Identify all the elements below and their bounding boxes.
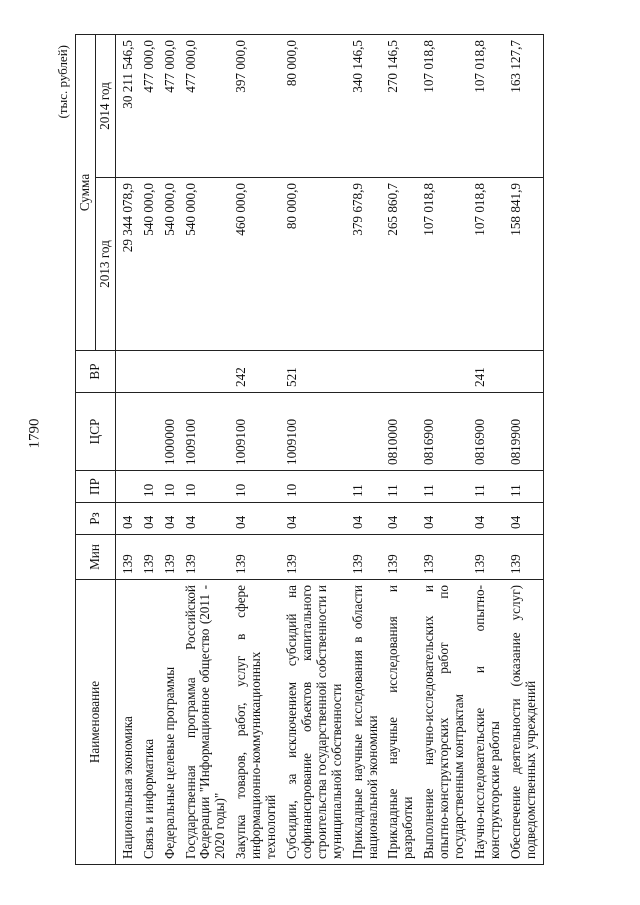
cell-pr: 10	[161, 471, 182, 503]
cell-pr: 11	[384, 471, 420, 503]
cell-vr	[384, 351, 420, 393]
header-rz: Рз	[76, 503, 116, 535]
header-name: Наименование	[76, 580, 116, 865]
cell-rz: 04	[471, 503, 507, 535]
cell-vr: 521	[283, 351, 349, 393]
cell-y2013: 29 344 078,9	[115, 178, 139, 351]
cell-name: Обеспечение деятельности (оказание услуг) подведомственных учреждений	[507, 580, 543, 865]
cell-pr: 10	[140, 471, 161, 503]
table-row	[384, 35, 420, 865]
cell-csr: 1009100	[232, 393, 283, 471]
table-row	[161, 35, 182, 865]
cell-csr	[140, 393, 161, 471]
table-row	[140, 35, 161, 865]
cell-y2013: 158 841,9	[507, 178, 543, 351]
cell-csr	[115, 393, 139, 471]
cell-name: Прикладные научные исследования в области национальной экономики	[349, 580, 385, 865]
cell-rz: 04	[420, 503, 471, 535]
cell-min: 139	[140, 535, 161, 580]
cell-pr: 10	[232, 471, 283, 503]
cell-y2014: 477 000,0	[140, 35, 161, 178]
table-row	[349, 35, 385, 865]
cell-pr: 10	[182, 471, 233, 503]
cell-min: 139	[349, 535, 385, 580]
cell-min: 139	[182, 535, 233, 580]
cell-rz: 04	[349, 503, 385, 535]
cell-vr	[115, 351, 139, 393]
header-vr: ВР	[76, 351, 116, 393]
table-row	[115, 35, 139, 865]
table-row	[232, 35, 283, 865]
budget-table	[75, 34, 544, 865]
cell-csr: 1009100	[182, 393, 233, 471]
units-label: (тыс. рублей)	[55, 45, 70, 119]
cell-rz: 04	[507, 503, 543, 535]
cell-min: 139	[283, 535, 349, 580]
header-csr: ЦСР	[76, 393, 116, 471]
cell-pr: 11	[349, 471, 385, 503]
table-row	[471, 35, 507, 865]
cell-name: Выполнение научно-исследовательских и опытно-конструкторских работ по государственным контрактам	[420, 580, 471, 865]
cell-name: Закупка товаров, работ, услуг в сфере информационно-коммуникационных технологий	[232, 580, 283, 865]
cell-vr: 241	[471, 351, 507, 393]
cell-rz: 04	[384, 503, 420, 535]
cell-rz: 04	[115, 503, 139, 535]
cell-name: Прикладные научные исследования и разработки	[384, 580, 420, 865]
cell-name: Научно-исследовательские и опытно-конструкторские работы	[471, 580, 507, 865]
cell-csr: 1000000	[161, 393, 182, 471]
cell-y2013: 265 860,7	[384, 178, 420, 351]
cell-name: Федеральные целевые программы	[161, 580, 182, 865]
cell-pr: 11	[420, 471, 471, 503]
cell-rz: 04	[161, 503, 182, 535]
cell-vr	[161, 351, 182, 393]
cell-pr	[115, 471, 139, 503]
cell-vr: 242	[232, 351, 283, 393]
cell-y2014: 477 000,0	[182, 35, 233, 178]
cell-y2014: 107 018,8	[471, 35, 507, 178]
cell-y2013: 540 000,0	[140, 178, 161, 351]
cell-csr: 0810000	[384, 393, 420, 471]
cell-y2014: 107 018,8	[420, 35, 471, 178]
cell-rz: 04	[232, 503, 283, 535]
cell-min: 139	[507, 535, 543, 580]
cell-y2013: 540 000,0	[161, 178, 182, 351]
header-min: Мин	[76, 535, 116, 580]
cell-rz: 04	[182, 503, 233, 535]
header-2013: 2013 год	[95, 178, 115, 351]
cell-vr	[140, 351, 161, 393]
cell-pr: 10	[283, 471, 349, 503]
cell-min: 139	[115, 535, 139, 580]
cell-min: 139	[420, 535, 471, 580]
cell-name: Государственная программа Российской Федерации "Информационное общество (2011 - 2020 годы)"	[182, 580, 233, 865]
cell-min: 139	[471, 535, 507, 580]
cell-y2014: 477 000,0	[161, 35, 182, 178]
cell-y2014: 270 146,5	[384, 35, 420, 178]
cell-y2013: 460 000,0	[232, 178, 283, 351]
cell-csr	[349, 393, 385, 471]
cell-min: 139	[232, 535, 283, 580]
cell-y2014: 340 146,5	[349, 35, 385, 178]
table-row	[420, 35, 471, 865]
cell-y2014: 163 127,7	[507, 35, 543, 178]
cell-y2013: 107 018,8	[471, 178, 507, 351]
header-pr: ПР	[76, 471, 116, 503]
cell-y2014: 30 211 546,5	[115, 35, 139, 178]
table-header	[76, 35, 116, 865]
cell-y2014: 397 000,0	[232, 35, 283, 178]
cell-y2014: 80 000,0	[283, 35, 349, 178]
cell-min: 139	[161, 535, 182, 580]
table-row	[283, 35, 349, 865]
header-2014: 2014 год	[95, 35, 115, 178]
cell-name: Связь и информатика	[140, 580, 161, 865]
cell-vr	[182, 351, 233, 393]
cell-csr: 0819900	[507, 393, 543, 471]
cell-rz: 04	[140, 503, 161, 535]
cell-csr: 1009100	[283, 393, 349, 471]
rotated-page	[55, 35, 640, 865]
header-sum: Сумма	[76, 35, 96, 351]
cell-name: Национальная экономика	[115, 580, 139, 865]
cell-vr	[349, 351, 385, 393]
table-row	[182, 35, 233, 865]
cell-y2013: 379 678,9	[349, 178, 385, 351]
cell-rz: 04	[283, 503, 349, 535]
page-number: 1790	[26, 418, 43, 449]
cell-pr: 11	[471, 471, 507, 503]
cell-csr: 0816900	[471, 393, 507, 471]
table-row	[507, 35, 543, 865]
table-body	[115, 35, 543, 865]
cell-pr: 11	[507, 471, 543, 503]
cell-min: 139	[384, 535, 420, 580]
cell-y2013: 107 018,8	[420, 178, 471, 351]
cell-y2013: 540 000,0	[182, 178, 233, 351]
cell-csr: 0816900	[420, 393, 471, 471]
cell-name: Субсидии, за исключением субсидий на софинансирование объектов капитального строительства государственной собственности и муниципальной собственности	[283, 580, 349, 865]
cell-y2013: 80 000,0	[283, 178, 349, 351]
cell-vr	[420, 351, 471, 393]
cell-vr	[507, 351, 543, 393]
